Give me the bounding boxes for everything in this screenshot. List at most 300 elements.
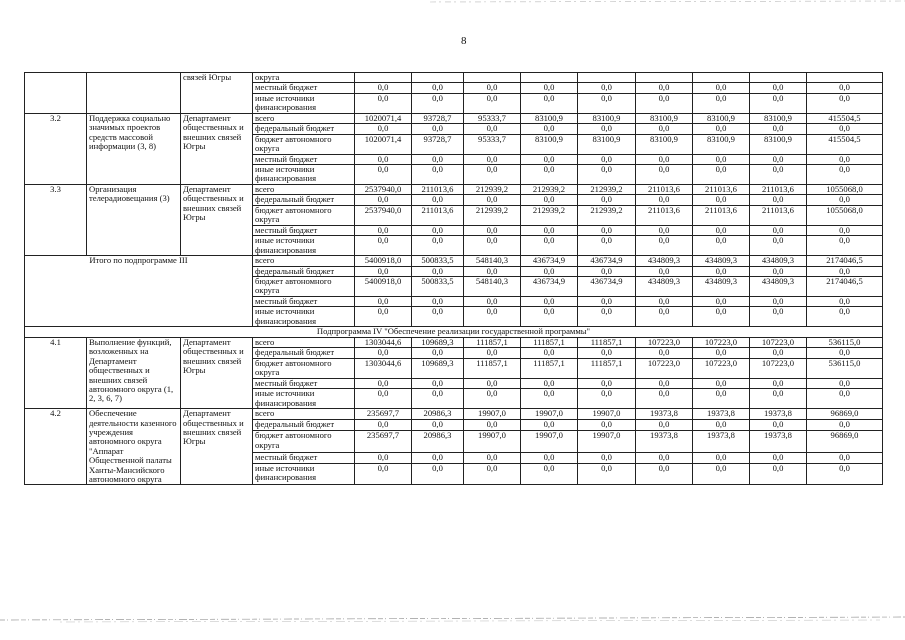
amount-cell: 0,0 [355,225,412,235]
section-number: 4.2 [25,409,87,485]
funding-source: федеральный бюджет [253,266,355,276]
amount-cell: 0,0 [412,297,464,307]
amount-cell: 434809,3 [693,256,750,266]
amount-cell: 0,0 [412,266,464,276]
table-row [25,185,883,195]
amount-cell: 107223,0 [750,358,807,378]
amount-cell: 0,0 [693,124,750,134]
funding-source: всего [253,113,355,123]
amount-cell: 500833,5 [412,277,464,297]
amount-cell [412,73,464,83]
amount-cell: 0,0 [693,389,750,409]
amount-cell: 212939,2 [521,205,578,225]
amount-cell: 0,0 [636,452,693,463]
amount-cell: 19907,0 [521,409,578,420]
amount-cell: 107223,0 [693,337,750,347]
amount-cell: 19373,8 [693,431,750,452]
amount-cell: 1020071,4 [355,134,412,154]
amount-cell: 96869,0 [807,431,883,452]
amount-cell [464,73,521,83]
amount-cell: 0,0 [464,195,521,205]
amount-cell: 0,0 [693,378,750,388]
amount-cell: 0,0 [750,124,807,134]
amount-cell: 0,0 [355,378,412,388]
amount-cell: 0,0 [750,307,807,327]
budget-table [24,72,883,485]
amount-cell: 0,0 [412,124,464,134]
amount-cell: 0,0 [636,165,693,185]
amount-cell: 415504,5 [807,134,883,154]
amount-cell: 0,0 [578,266,636,276]
amount-cell: 0,0 [412,389,464,409]
funding-source: иные источники финансирования [253,236,355,256]
amount-cell: 107223,0 [636,337,693,347]
section-department: Департамент общественных и внешних связей Югры [181,337,253,408]
subprogram-heading: Подпрограмма IV "Обеспечение реализации государственной программы" [25,327,883,337]
amount-cell: 0,0 [750,463,807,484]
amount-cell: 0,0 [636,225,693,235]
amount-cell: 0,0 [807,225,883,235]
amount-cell: 0,0 [807,236,883,256]
amount-cell: 0,0 [578,297,636,307]
amount-cell: 0,0 [521,195,578,205]
section-department: Департамент общественных и внешних связей Югры [181,409,253,485]
amount-cell: 434809,3 [636,256,693,266]
amount-cell: 0,0 [578,307,636,327]
amount-cell: 1055068,0 [807,205,883,225]
funding-source: иные источники финансирования [253,307,355,327]
amount-cell: 0,0 [636,420,693,431]
section-number: 4.1 [25,337,87,408]
table-row [25,113,883,123]
amount-cell: 0,0 [693,236,750,256]
amount-cell: 0,0 [521,93,578,113]
amount-cell [578,73,636,83]
amount-cell: 0,0 [464,389,521,409]
funding-source: иные источники финансирования [253,93,355,113]
amount-cell: 0,0 [750,297,807,307]
amount-cell: 0,0 [464,266,521,276]
amount-cell: 0,0 [636,463,693,484]
amount-cell: 0,0 [693,348,750,358]
amount-cell: 93728,7 [412,113,464,123]
amount-cell: 0,0 [578,154,636,164]
funding-source: бюджет автономного округа [253,431,355,452]
amount-cell: 2174046,5 [807,256,883,266]
amount-cell: 111857,1 [464,358,521,378]
amount-cell: 212939,2 [464,205,521,225]
funding-source: федеральный бюджет [253,420,355,431]
amount-cell: 212939,2 [521,185,578,195]
amount-cell [636,73,693,83]
amount-cell: 0,0 [807,389,883,409]
amount-cell: 0,0 [807,124,883,134]
amount-cell: 19373,8 [750,409,807,420]
amount-cell: 0,0 [464,154,521,164]
amount-cell: 0,0 [521,307,578,327]
amount-cell: 0,0 [750,266,807,276]
amount-cell: 19373,8 [693,409,750,420]
amount-cell: 0,0 [750,225,807,235]
amount-cell: 95333,7 [464,113,521,123]
amount-cell: 0,0 [355,195,412,205]
amount-cell [807,73,883,83]
amount-cell: 0,0 [578,452,636,463]
amount-cell: 0,0 [521,165,578,185]
amount-cell: 83100,9 [750,113,807,123]
amount-cell: 211013,6 [412,205,464,225]
amount-cell: 0,0 [750,195,807,205]
amount-cell: 0,0 [464,420,521,431]
amount-cell: 0,0 [578,165,636,185]
funding-source: федеральный бюджет [253,124,355,134]
amount-cell: 0,0 [412,83,464,93]
amount-cell: 95333,7 [464,134,521,154]
amount-cell: 0,0 [412,378,464,388]
funding-source: всего [253,256,355,266]
amount-cell: 0,0 [693,463,750,484]
amount-cell: 0,0 [412,452,464,463]
amount-cell: 0,0 [693,225,750,235]
amount-cell: 0,0 [693,420,750,431]
amount-cell: 0,0 [578,93,636,113]
amount-cell: 5400918,0 [355,277,412,297]
amount-cell: 0,0 [750,452,807,463]
amount-cell: 0,0 [636,236,693,256]
amount-cell: 0,0 [636,124,693,134]
funding-source: всего [253,409,355,420]
amount-cell: 0,0 [807,348,883,358]
amount-cell: 96869,0 [807,409,883,420]
amount-cell: 0,0 [412,420,464,431]
amount-cell: 0,0 [693,307,750,327]
table-row [25,409,883,420]
amount-cell: 0,0 [750,236,807,256]
amount-cell: 436734,9 [521,256,578,266]
amount-cell: 212939,2 [578,185,636,195]
amount-cell: 212939,2 [464,185,521,195]
amount-cell: 0,0 [464,452,521,463]
subprogram-heading-row [25,327,883,337]
total-label: Итого по подпрограмме III [25,256,253,327]
funding-source: местный бюджет [253,154,355,164]
amount-cell: 0,0 [578,195,636,205]
amount-cell: 0,0 [521,124,578,134]
amount-cell: 19907,0 [521,431,578,452]
amount-cell: 2537940,0 [355,185,412,195]
amount-cell: 107223,0 [636,358,693,378]
funding-source: иные источники финансирования [253,463,355,484]
amount-cell: 0,0 [355,420,412,431]
funding-source: бюджет автономного округа [253,277,355,297]
amount-cell: 0,0 [807,93,883,113]
amount-cell [521,73,578,83]
amount-cell: 83100,9 [750,134,807,154]
amount-cell: 20986,3 [412,431,464,452]
amount-cell: 0,0 [355,83,412,93]
amount-cell: 0,0 [464,463,521,484]
funding-source: местный бюджет [253,297,355,307]
amount-cell: 536115,0 [807,358,883,378]
amount-cell: 1020071,4 [355,113,412,123]
amount-cell: 0,0 [693,195,750,205]
amount-cell: 0,0 [355,93,412,113]
amount-cell: 19907,0 [464,431,521,452]
amount-cell: 109689,3 [412,358,464,378]
funding-source: местный бюджет [253,378,355,388]
amount-cell: 0,0 [807,165,883,185]
table-row [25,337,883,347]
amount-cell: 548140,3 [464,277,521,297]
amount-cell: 109689,3 [412,337,464,347]
amount-cell: 0,0 [578,420,636,431]
amount-cell: 0,0 [636,195,693,205]
amount-cell: 19907,0 [578,409,636,420]
amount-cell: 0,0 [355,266,412,276]
funding-source: всего [253,185,355,195]
amount-cell: 436734,9 [578,256,636,266]
amount-cell: 415504,5 [807,113,883,123]
funding-source: федеральный бюджет [253,195,355,205]
amount-cell: 0,0 [412,348,464,358]
amount-cell: 83100,9 [578,113,636,123]
amount-cell: 235697,7 [355,431,412,452]
amount-cell: 0,0 [355,297,412,307]
amount-cell: 0,0 [355,463,412,484]
amount-cell: 0,0 [807,154,883,164]
amount-cell: 0,0 [807,195,883,205]
amount-cell: 0,0 [693,154,750,164]
amount-cell: 0,0 [412,236,464,256]
amount-cell: 0,0 [750,165,807,185]
amount-cell: 536115,0 [807,337,883,347]
amount-cell: 0,0 [464,348,521,358]
amount-cell: 83100,9 [636,113,693,123]
amount-cell: 83100,9 [693,134,750,154]
amount-cell: 0,0 [636,348,693,358]
amount-cell [693,73,750,83]
funding-source: местный бюджет [253,83,355,93]
amount-cell: 436734,9 [578,277,636,297]
amount-cell: 0,0 [750,378,807,388]
amount-cell: 0,0 [355,389,412,409]
funding-source: местный бюджет [253,225,355,235]
amount-cell: 0,0 [693,93,750,113]
amount-cell: 0,0 [636,297,693,307]
amount-cell: 83100,9 [693,113,750,123]
amount-cell: 0,0 [807,378,883,388]
amount-cell: 0,0 [578,83,636,93]
amount-cell: 1303044,6 [355,358,412,378]
amount-cell: 19907,0 [464,409,521,420]
amount-cell: 0,0 [693,165,750,185]
amount-cell: 0,0 [355,236,412,256]
amount-cell: 0,0 [807,452,883,463]
section-number: 3.2 [25,113,87,184]
funding-source: бюджет автономного округа [253,358,355,378]
amount-cell: 0,0 [412,154,464,164]
scan-artifact-top [430,0,905,6]
amount-cell: 0,0 [750,154,807,164]
amount-cell: 0,0 [693,266,750,276]
funding-source: всего [253,337,355,347]
amount-cell: 0,0 [464,165,521,185]
amount-cell: 0,0 [693,297,750,307]
amount-cell: 111857,1 [521,337,578,347]
amount-cell: 212939,2 [578,205,636,225]
section-name [87,73,181,114]
amount-cell: 0,0 [521,389,578,409]
section-name: Организация телерадиовещания (3) [87,185,181,256]
amount-cell: 111857,1 [578,337,636,347]
amount-cell: 0,0 [412,93,464,113]
amount-cell: 0,0 [578,225,636,235]
amount-cell: 2174046,5 [807,277,883,297]
amount-cell: 0,0 [355,348,412,358]
amount-cell: 83100,9 [578,134,636,154]
amount-cell: 0,0 [807,266,883,276]
amount-cell: 0,0 [636,93,693,113]
amount-cell: 0,0 [578,463,636,484]
amount-cell: 107223,0 [693,358,750,378]
amount-cell: 0,0 [521,463,578,484]
amount-cell: 0,0 [464,236,521,256]
section-name: Обеспечение деятельности казенного учреждения автономного округа "Аппарат Общественной палаты Ханты-Мансийского автономного округа [87,409,181,485]
section-number [25,73,87,114]
amount-cell: 0,0 [578,124,636,134]
amount-cell: 0,0 [464,225,521,235]
amount-cell [750,73,807,83]
section-name: Выполнение функций, возложенных на Департамент общественных и внешних связей автономного округа (1, 2, 3, 6, 7) [87,337,181,408]
amount-cell: 83100,9 [636,134,693,154]
amount-cell: 1055068,0 [807,185,883,195]
amount-cell: 0,0 [412,463,464,484]
section-name: Поддержка социально значимых проектов средств массовой информации (3, 8) [87,113,181,184]
amount-cell: 0,0 [750,93,807,113]
amount-cell: 0,0 [578,236,636,256]
amount-cell: 0,0 [464,307,521,327]
amount-cell: 211013,6 [750,205,807,225]
amount-cell: 434809,3 [636,277,693,297]
amount-cell: 111857,1 [521,358,578,378]
amount-cell: 111857,1 [578,358,636,378]
amount-cell: 211013,6 [693,205,750,225]
amount-cell: 0,0 [636,154,693,164]
amount-cell: 0,0 [521,378,578,388]
amount-cell: 0,0 [355,452,412,463]
amount-cell: 0,0 [807,297,883,307]
amount-cell: 2537940,0 [355,205,412,225]
amount-cell: 83100,9 [521,134,578,154]
amount-cell: 0,0 [355,124,412,134]
section-department: Департамент общественных и внешних связей Югры [181,113,253,184]
amount-cell: 211013,6 [636,205,693,225]
amount-cell: 211013,6 [412,185,464,195]
amount-cell: 19373,8 [750,431,807,452]
amount-cell: 111857,1 [464,337,521,347]
amount-cell: 0,0 [521,154,578,164]
amount-cell: 0,0 [464,83,521,93]
amount-cell: 0,0 [521,297,578,307]
funding-source: местный бюджет [253,452,355,463]
amount-cell: 107223,0 [750,337,807,347]
amount-cell: 0,0 [578,389,636,409]
amount-cell: 0,0 [464,297,521,307]
amount-cell: 83100,9 [521,113,578,123]
amount-cell: 0,0 [521,348,578,358]
section-number: 3.3 [25,185,87,256]
amount-cell: 0,0 [636,83,693,93]
amount-cell: 0,0 [636,307,693,327]
amount-cell: 19373,8 [636,431,693,452]
funding-source: округа [253,73,355,83]
amount-cell: 0,0 [578,348,636,358]
page-number: 8 [461,35,467,47]
amount-cell: 500833,5 [412,256,464,266]
funding-source: иные источники финансирования [253,389,355,409]
total-row [25,256,883,266]
amount-cell: 0,0 [750,348,807,358]
amount-cell: 548140,3 [464,256,521,266]
amount-cell: 0,0 [355,307,412,327]
amount-cell: 0,0 [412,195,464,205]
amount-cell: 0,0 [464,124,521,134]
amount-cell: 0,0 [807,463,883,484]
amount-cell: 434809,3 [750,277,807,297]
amount-cell: 235697,7 [355,409,412,420]
amount-cell: 5400918,0 [355,256,412,266]
section-department: связей Югры [181,73,253,114]
table-row [25,73,883,83]
section-department: Департамент общественных и внешних связей Югры [181,185,253,256]
amount-cell: 0,0 [807,83,883,93]
amount-cell: 0,0 [521,236,578,256]
amount-cell: 0,0 [636,378,693,388]
amount-cell: 211013,6 [693,185,750,195]
amount-cell: 0,0 [521,420,578,431]
amount-cell: 0,0 [521,225,578,235]
amount-cell: 211013,6 [750,185,807,195]
funding-source: федеральный бюджет [253,348,355,358]
amount-cell: 434809,3 [750,256,807,266]
amount-cell: 93728,7 [412,134,464,154]
scan-artifact-bottom [0,612,905,626]
amount-cell: 0,0 [693,83,750,93]
amount-cell: 0,0 [464,378,521,388]
amount-cell: 0,0 [636,389,693,409]
funding-source: иные источники финансирования [253,165,355,185]
amount-cell: 0,0 [355,165,412,185]
amount-cell: 0,0 [750,420,807,431]
amount-cell: 0,0 [521,452,578,463]
amount-cell: 0,0 [578,378,636,388]
amount-cell: 434809,3 [693,277,750,297]
amount-cell: 0,0 [521,83,578,93]
amount-cell: 436734,9 [521,277,578,297]
amount-cell: 0,0 [521,266,578,276]
funding-source: бюджет автономного округа [253,205,355,225]
amount-cell: 20986,3 [412,409,464,420]
amount-cell: 0,0 [464,93,521,113]
amount-cell: 0,0 [807,307,883,327]
amount-cell: 0,0 [412,307,464,327]
amount-cell: 0,0 [355,154,412,164]
amount-cell: 0,0 [412,165,464,185]
funding-source: бюджет автономного округа [253,134,355,154]
amount-cell: 0,0 [807,420,883,431]
amount-cell: 19373,8 [636,409,693,420]
amount-cell: 0,0 [636,266,693,276]
